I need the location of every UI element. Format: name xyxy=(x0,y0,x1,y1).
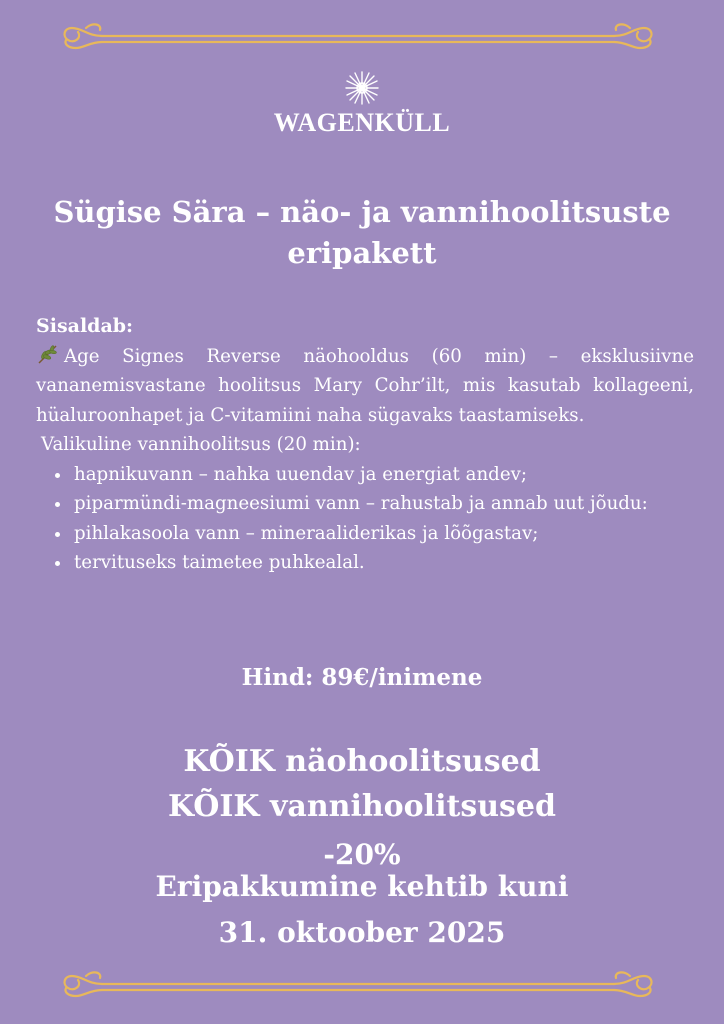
bath-options-list xyxy=(36,460,694,578)
main-treatment-item xyxy=(36,342,694,431)
includes-heading: Sisaldab: xyxy=(36,315,134,337)
main-treatment-text: Age Signes Reverse näohooldus (60 min) – eksklusiivne vananemisvastane hoolitsus Mary Cohr’ilt, mis kasutab kollageeni, hüaluroonhapet ja C-vitamiini naha sügavaks taastamiseks. xyxy=(36,345,694,426)
flower-logo-icon xyxy=(344,70,380,106)
list-item: • hapnikuvann – nahka uuendav ja energiat andev; xyxy=(72,460,694,490)
top-ornament-border-icon xyxy=(58,18,658,54)
leaf-sprig-icon xyxy=(36,343,60,365)
package-contents xyxy=(36,312,694,578)
list-item: • tervituseks taimetee puhkealal. xyxy=(72,548,694,578)
promo-validity-date: 31. oktoober 2025 xyxy=(218,916,506,949)
page-title-line-1: Sügise Sära – näo- ja vannihoolitsuste xyxy=(53,195,671,229)
promo-line-facials: KÕIK näohoolitsused xyxy=(183,744,541,779)
promo-line-baths: KÕIK vannihoolitsused xyxy=(168,789,556,824)
promo-validity-label: Eripakkumine kehtib kuni xyxy=(155,870,569,903)
bottom-ornament-border-icon xyxy=(58,966,658,1002)
promo-discount: -20% xyxy=(323,838,401,871)
page-title xyxy=(40,192,684,274)
price-label: Hind: 89€/inimene xyxy=(241,664,483,691)
optional-treatment-label: Valikuline vannihoolitsus (20 min): xyxy=(41,434,361,455)
list-item: • piparmündi-magneesiumi vann – rahustab ja annab uut jõudu: xyxy=(72,489,694,519)
brand-logo-text: WAGENKÜLL xyxy=(273,108,451,137)
list-item: • pihlakasoola vann – mineraaliderikas ja lõõgastav; xyxy=(72,519,694,549)
page-title-line-2: eripakett xyxy=(287,236,437,270)
